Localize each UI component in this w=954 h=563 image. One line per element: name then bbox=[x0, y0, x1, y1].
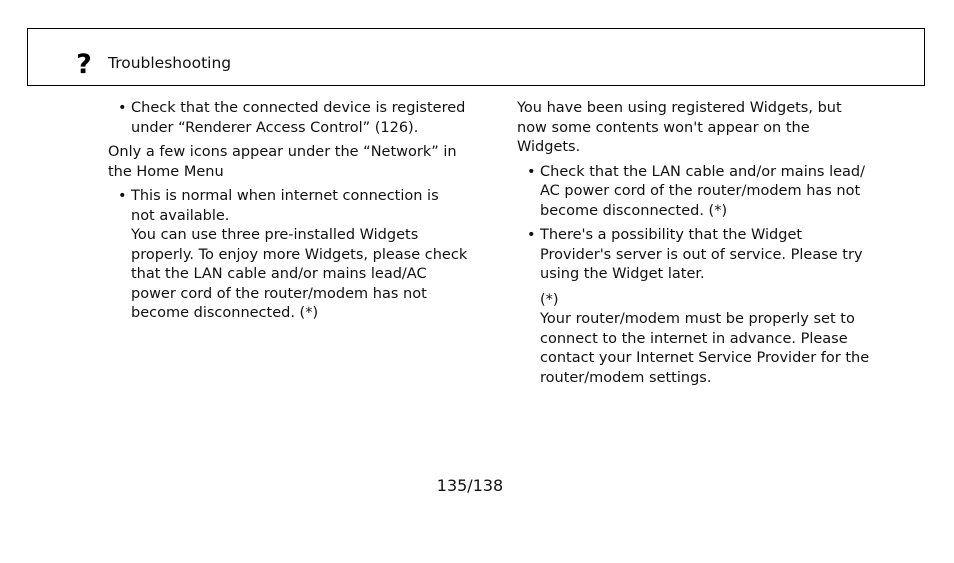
header-box bbox=[27, 28, 925, 86]
footnote bbox=[517, 291, 877, 389]
list-item bbox=[108, 187, 468, 324]
list-item bbox=[108, 99, 468, 138]
bullet-marker: • bbox=[527, 163, 536, 180]
text-line: properly. To enjoy more Widgets, please check bbox=[131, 246, 468, 263]
text-line: Your router/modem must be properly set to bbox=[540, 311, 855, 327]
page-number: 135/138 bbox=[436, 476, 504, 495]
bullet-marker: • bbox=[118, 188, 127, 204]
section-heading bbox=[108, 143, 468, 182]
text-line: contact your Internet Service Provider for the bbox=[540, 350, 870, 366]
text-line: AC power cord of the router/modem has not bbox=[540, 183, 861, 199]
text-line: that the LAN cable and/or mains lead/AC bbox=[131, 266, 427, 282]
text-line: now some contents won't appear on the bbox=[517, 119, 810, 136]
text-line: using the Widget later. bbox=[540, 266, 705, 282]
text-line: Provider's server is out of service. Please try bbox=[540, 246, 863, 263]
text-line: power cord of the router/modem has not bbox=[131, 285, 427, 302]
text-line: There's a possibility that the Widget bbox=[540, 227, 803, 243]
section-heading bbox=[517, 99, 877, 158]
text-line: You have been using registered Widgets, but bbox=[517, 100, 842, 116]
text-line: Only a few icons appear under the “Network” in bbox=[108, 144, 457, 160]
text-line: Check that the LAN cable and/or mains lead/ bbox=[540, 163, 866, 180]
text-line: This is normal when internet connection is bbox=[131, 188, 439, 204]
text-line: Check that the connected device is registered bbox=[131, 100, 466, 116]
list-item bbox=[517, 163, 877, 222]
page-title: Troubleshooting bbox=[108, 54, 232, 72]
question-mark-icon: ? bbox=[76, 49, 92, 80]
list-item bbox=[517, 226, 877, 285]
text-line: You can use three pre-installed Widgets bbox=[131, 227, 419, 243]
bullet-marker: • bbox=[118, 100, 127, 116]
right-column bbox=[517, 99, 877, 388]
bullet-marker: • bbox=[527, 227, 536, 243]
text-line: not available. bbox=[131, 207, 230, 224]
text-line: Widgets. bbox=[517, 139, 581, 155]
text-line: router/modem settings. bbox=[540, 369, 712, 386]
text-line: become disconnected. (*) bbox=[131, 305, 319, 321]
left-column bbox=[108, 99, 468, 324]
text-line: become disconnected. (*) bbox=[540, 202, 728, 219]
text-line: the Home Menu bbox=[108, 163, 224, 180]
text-line: under “Renderer Access Control” (126). bbox=[131, 119, 419, 136]
text-line: connect to the internet in advance. Please bbox=[540, 330, 848, 347]
footnote-marker: (*) bbox=[540, 291, 559, 308]
